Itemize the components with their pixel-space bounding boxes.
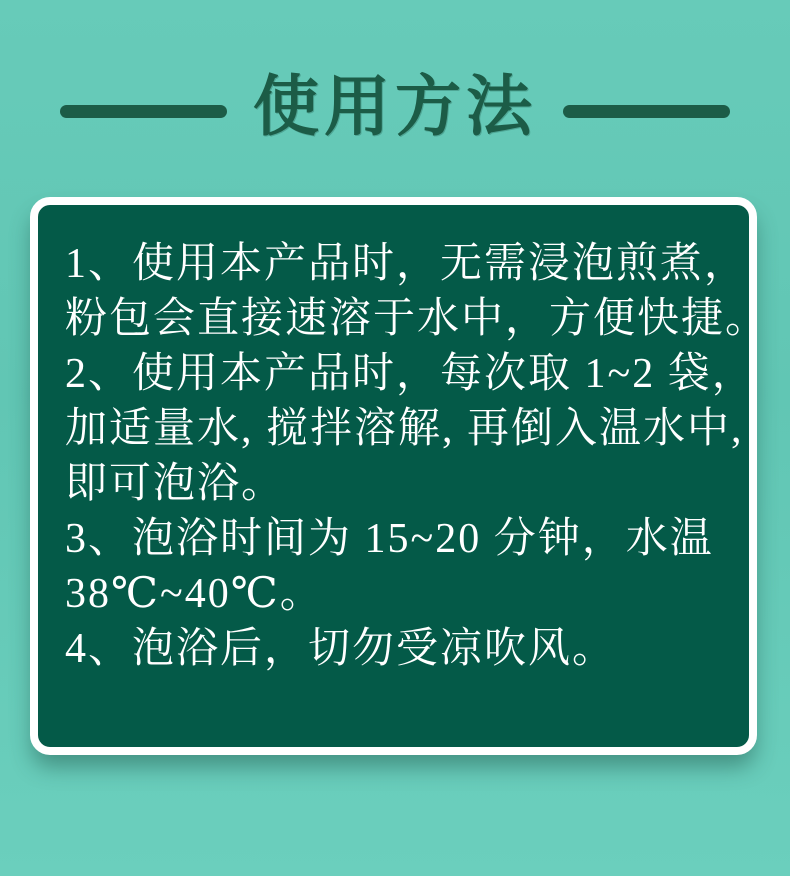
instruction-line: 粉包会直接速溶于水中，方便快捷。 [65, 296, 770, 342]
title-dash-left [60, 105, 227, 118]
instruction-lines [38, 205, 770, 677]
instruction-line: 3、泡浴时间为 15~20 分钟，水温 [65, 516, 714, 562]
instruction-line: 38℃~40℃。 [65, 571, 324, 617]
instruction-line: 加适量水, 搅拌溶解, 再倒入温水中, [65, 406, 744, 452]
title-dash-right [563, 105, 730, 118]
instruction-line: 2、使用本产品时，每次取 1~2 袋， [65, 351, 756, 397]
instructions-panel [30, 197, 770, 755]
instruction-line: 即可泡浴。 [65, 461, 286, 507]
instruction-line: 4、泡浴后，切勿受凉吹风。 [65, 626, 617, 672]
page-title: 使用方法 [253, 71, 537, 144]
title-row [0, 66, 790, 150]
instruction-line: 1、使用本产品时，无需浸泡煎煮， [65, 241, 749, 287]
